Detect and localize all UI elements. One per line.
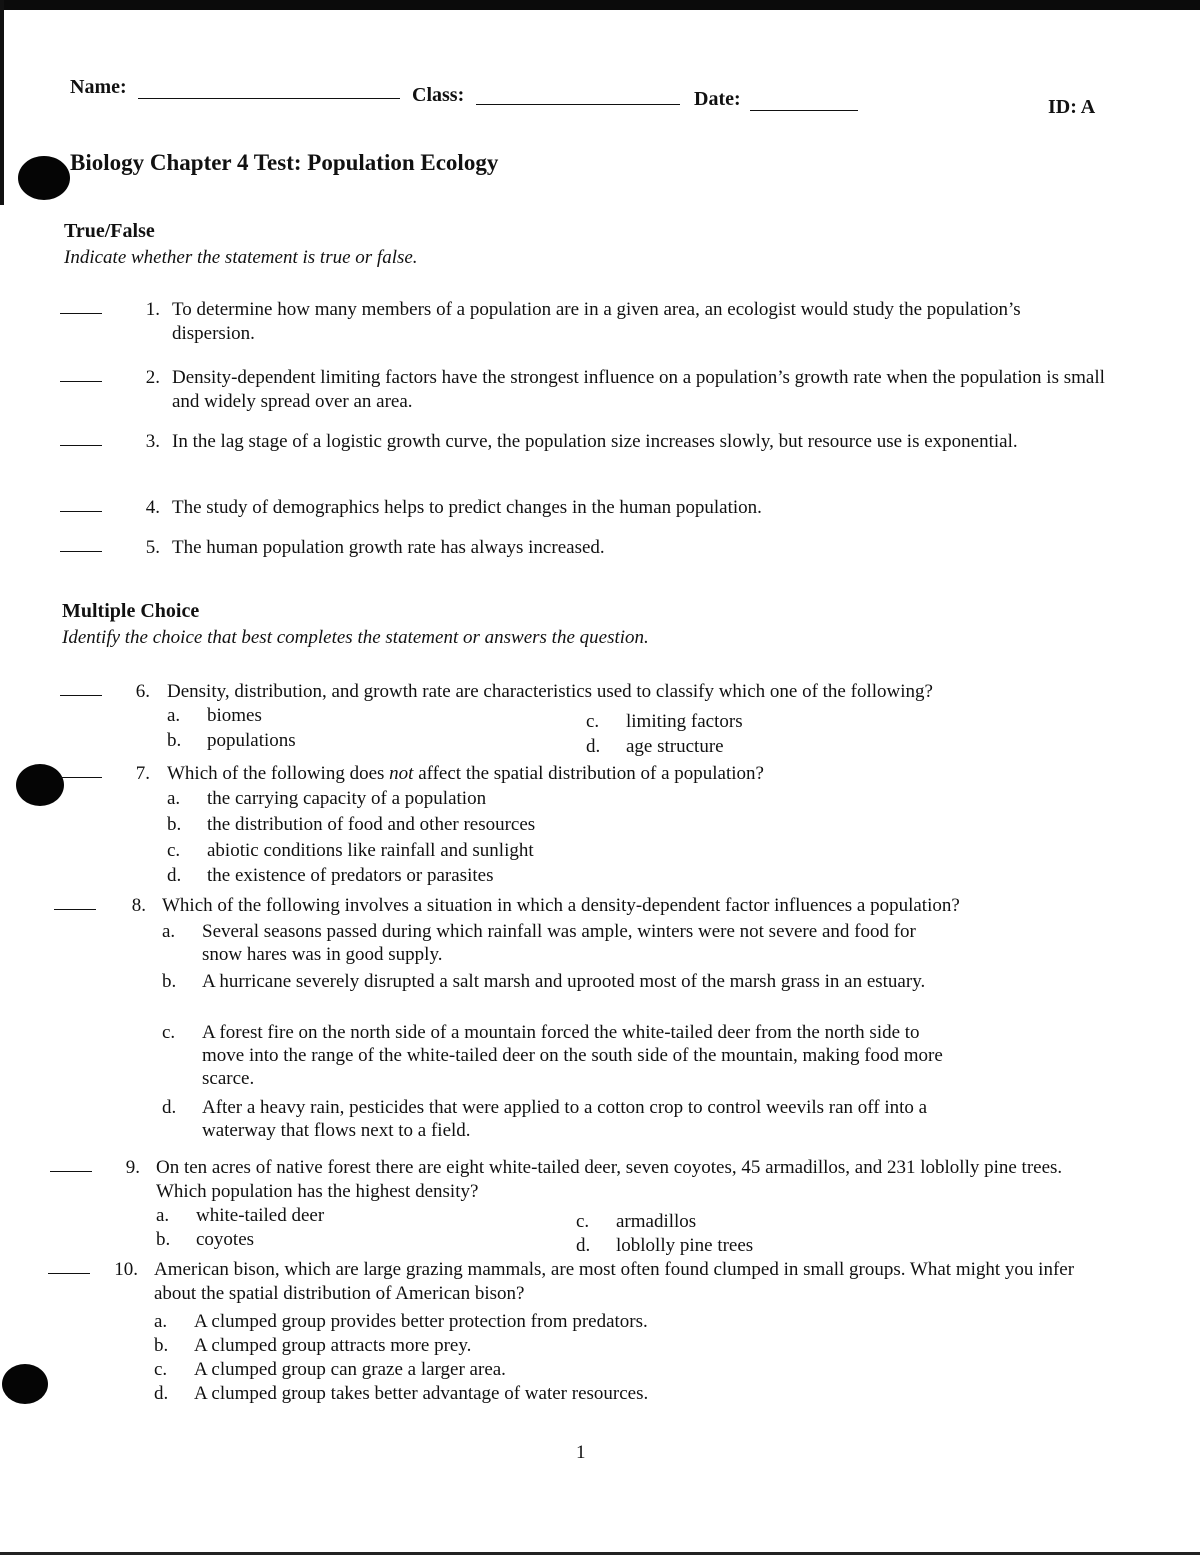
multiple-choice-section [62,600,1142,649]
question-text: The human population growth rate has always increased. [172,537,605,558]
choice-b[interactable] [162,970,962,1018]
choice-d[interactable] [162,1096,962,1144]
choice-c[interactable] [162,1021,962,1093]
question-text: Which of the following involves a situation in which a density-dependent factor influences a population? [162,895,960,916]
question-number: 5. [145,537,160,558]
choice-text: A forest fire on the north side of a mountain forced the white-tailed deer from the north side to move into the range of the white-tailed deer on the south side of the mountain, making food more scarce. [202,1022,943,1089]
choice-letter: a. [167,788,181,809]
question-number: 10. [114,1259,138,1280]
choice-letter: b. [162,971,177,992]
choice-letter: d. [576,1235,591,1256]
question-text: In the lag stage of a logistic growth curve, the population size increases slowly, but resource use is exponential. [172,431,1018,452]
name-field[interactable] [138,82,400,99]
question-text-part: affect the spatial distribution of a population? [413,763,764,784]
question-5 [60,536,1120,562]
choice-letter: d. [162,1097,177,1118]
multiple-choice-heading: Multiple Choice [62,600,200,622]
name-label: Name: [70,76,127,98]
choice-text: limiting factors [626,711,743,732]
answer-blank[interactable] [60,551,102,552]
choice-letter: b. [167,730,182,751]
scan-bottom-line [0,1552,1200,1555]
test-id: ID: A [1048,96,1096,118]
choice-text: loblolly pine trees [616,1235,754,1256]
choice-text: biomes [207,705,262,726]
answer-blank[interactable] [48,1273,90,1274]
true-false-instructions: Indicate whether the statement is true or false. [64,247,418,268]
choice-letter: b. [154,1335,169,1356]
question-text: American bison, which are large grazing mammals, are most often found clumped in small groups. What might you infer about the spatial distribution of American bison? [154,1259,1075,1304]
question-2 [60,366,1120,416]
true-false-heading: True/False [64,220,155,242]
question-6 [60,680,1120,760]
choice-letter: d. [167,865,182,886]
scan-top-border [0,0,1200,10]
punch-hole-top [18,156,70,200]
question-number: 6. [135,681,150,702]
choice-letter: c. [576,1211,590,1232]
answer-blank[interactable] [60,445,102,446]
choice-letter: c. [586,711,600,732]
answer-blank[interactable] [60,695,102,696]
punch-hole-bottom [2,1364,48,1404]
answer-blank[interactable] [50,1171,92,1172]
choice-letter: d. [154,1383,169,1404]
question-number: 9. [125,1157,140,1178]
question-1 [60,298,1120,348]
choice-text: the carrying capacity of a population [207,788,487,809]
multiple-choice-instructions: Identify the choice that best completes the statement or answers the question. [62,627,649,648]
question-8 [54,894,1114,1150]
question-number: 3. [145,431,160,452]
choice-letter: c. [167,840,181,861]
choice-text: Several seasons passed during which rainfall was ample, winters were not severe and food for snow hares was in good supply. [202,921,916,965]
question-7 [60,762,1120,888]
choice-letter: a. [154,1311,168,1332]
choice-text: A clumped group attracts more prey. [194,1335,472,1356]
answer-blank[interactable] [60,313,102,314]
question-text: Density-dependent limiting factors have the strongest influence on a population’s growth rate when the population is small and widely spread over an area. [172,367,1105,412]
choice-letter: d. [586,736,601,757]
choice-text: A clumped group takes better advantage of water resources. [194,1383,649,1404]
choice-text: the existence of predators or parasites [207,865,494,886]
choice-letter: a. [167,705,181,726]
choice-text: abiotic conditions like rainfall and sunlight [207,840,534,861]
answer-blank[interactable] [60,511,102,512]
choice-a[interactable] [162,920,962,968]
question-text-part: Which of the following does [167,763,390,784]
choice-text: the distribution of food and other resources [207,814,536,835]
question-10 [48,1258,1108,1418]
choice-text: age structure [626,736,724,757]
question-number: 1. [145,299,160,320]
question-3 [60,430,1120,480]
page-title: Biology Chapter 4 Test: Population Ecology [70,150,499,175]
answer-blank[interactable] [54,909,96,910]
choice-text: white-tailed deer [196,1205,325,1226]
true-false-section [64,220,1144,269]
choice-letter: c. [162,1022,176,1043]
answer-blank[interactable] [60,381,102,382]
question-text: Density, distribution, and growth rate are characteristics used to classify which one of the following? [167,681,933,702]
question-text: The study of demographics helps to predict changes in the human population. [172,497,762,518]
choice-text: coyotes [196,1229,255,1250]
choice-text: populations [207,730,296,751]
question-text-emphasis: not [389,763,414,784]
choice-text: A clumped group provides better protection from predators. [194,1311,648,1332]
choice-letter: b. [156,1229,171,1250]
page-number: 1 [576,1442,586,1463]
answer-blank[interactable] [60,777,102,778]
question-number: 4. [145,497,160,518]
question-text [167,762,1097,786]
question-text: To determine how many members of a population are in a given area, an ecologist would study the population’s dispersion. [172,299,1021,344]
choice-text: A clumped group can graze a larger area. [194,1359,506,1380]
question-number: 7. [135,763,150,784]
question-number: 2. [145,367,160,388]
punch-hole-middle [16,764,64,806]
class-label: Class: [412,84,465,106]
date-field[interactable] [750,94,858,111]
question-text: On ten acres of native forest there are eight white-tailed deer, seven coyotes, 45 armadillos, and 231 loblolly pine trees. Which population has the highest density? [156,1157,1063,1202]
choice-text: A hurricane severely disrupted a salt marsh and uprooted most of the marsh grass in an estuary. [202,971,926,992]
choice-letter: a. [156,1205,170,1226]
choice-letter: a. [162,921,176,942]
date-label: Date: [694,88,741,110]
question-9 [50,1156,1110,1256]
choice-text: armadillos [616,1211,697,1232]
scan-left-border [0,0,4,205]
class-field[interactable] [476,88,680,105]
question-number: 8. [131,895,146,916]
choice-letter: b. [167,814,182,835]
choice-letter: c. [154,1359,168,1380]
question-4 [60,496,1120,522]
header-row [70,76,1120,116]
choice-text: After a heavy rain, pesticides that were applied to a cotton crop to control weevils ran off into a waterway that flows next to a field. [202,1097,928,1141]
